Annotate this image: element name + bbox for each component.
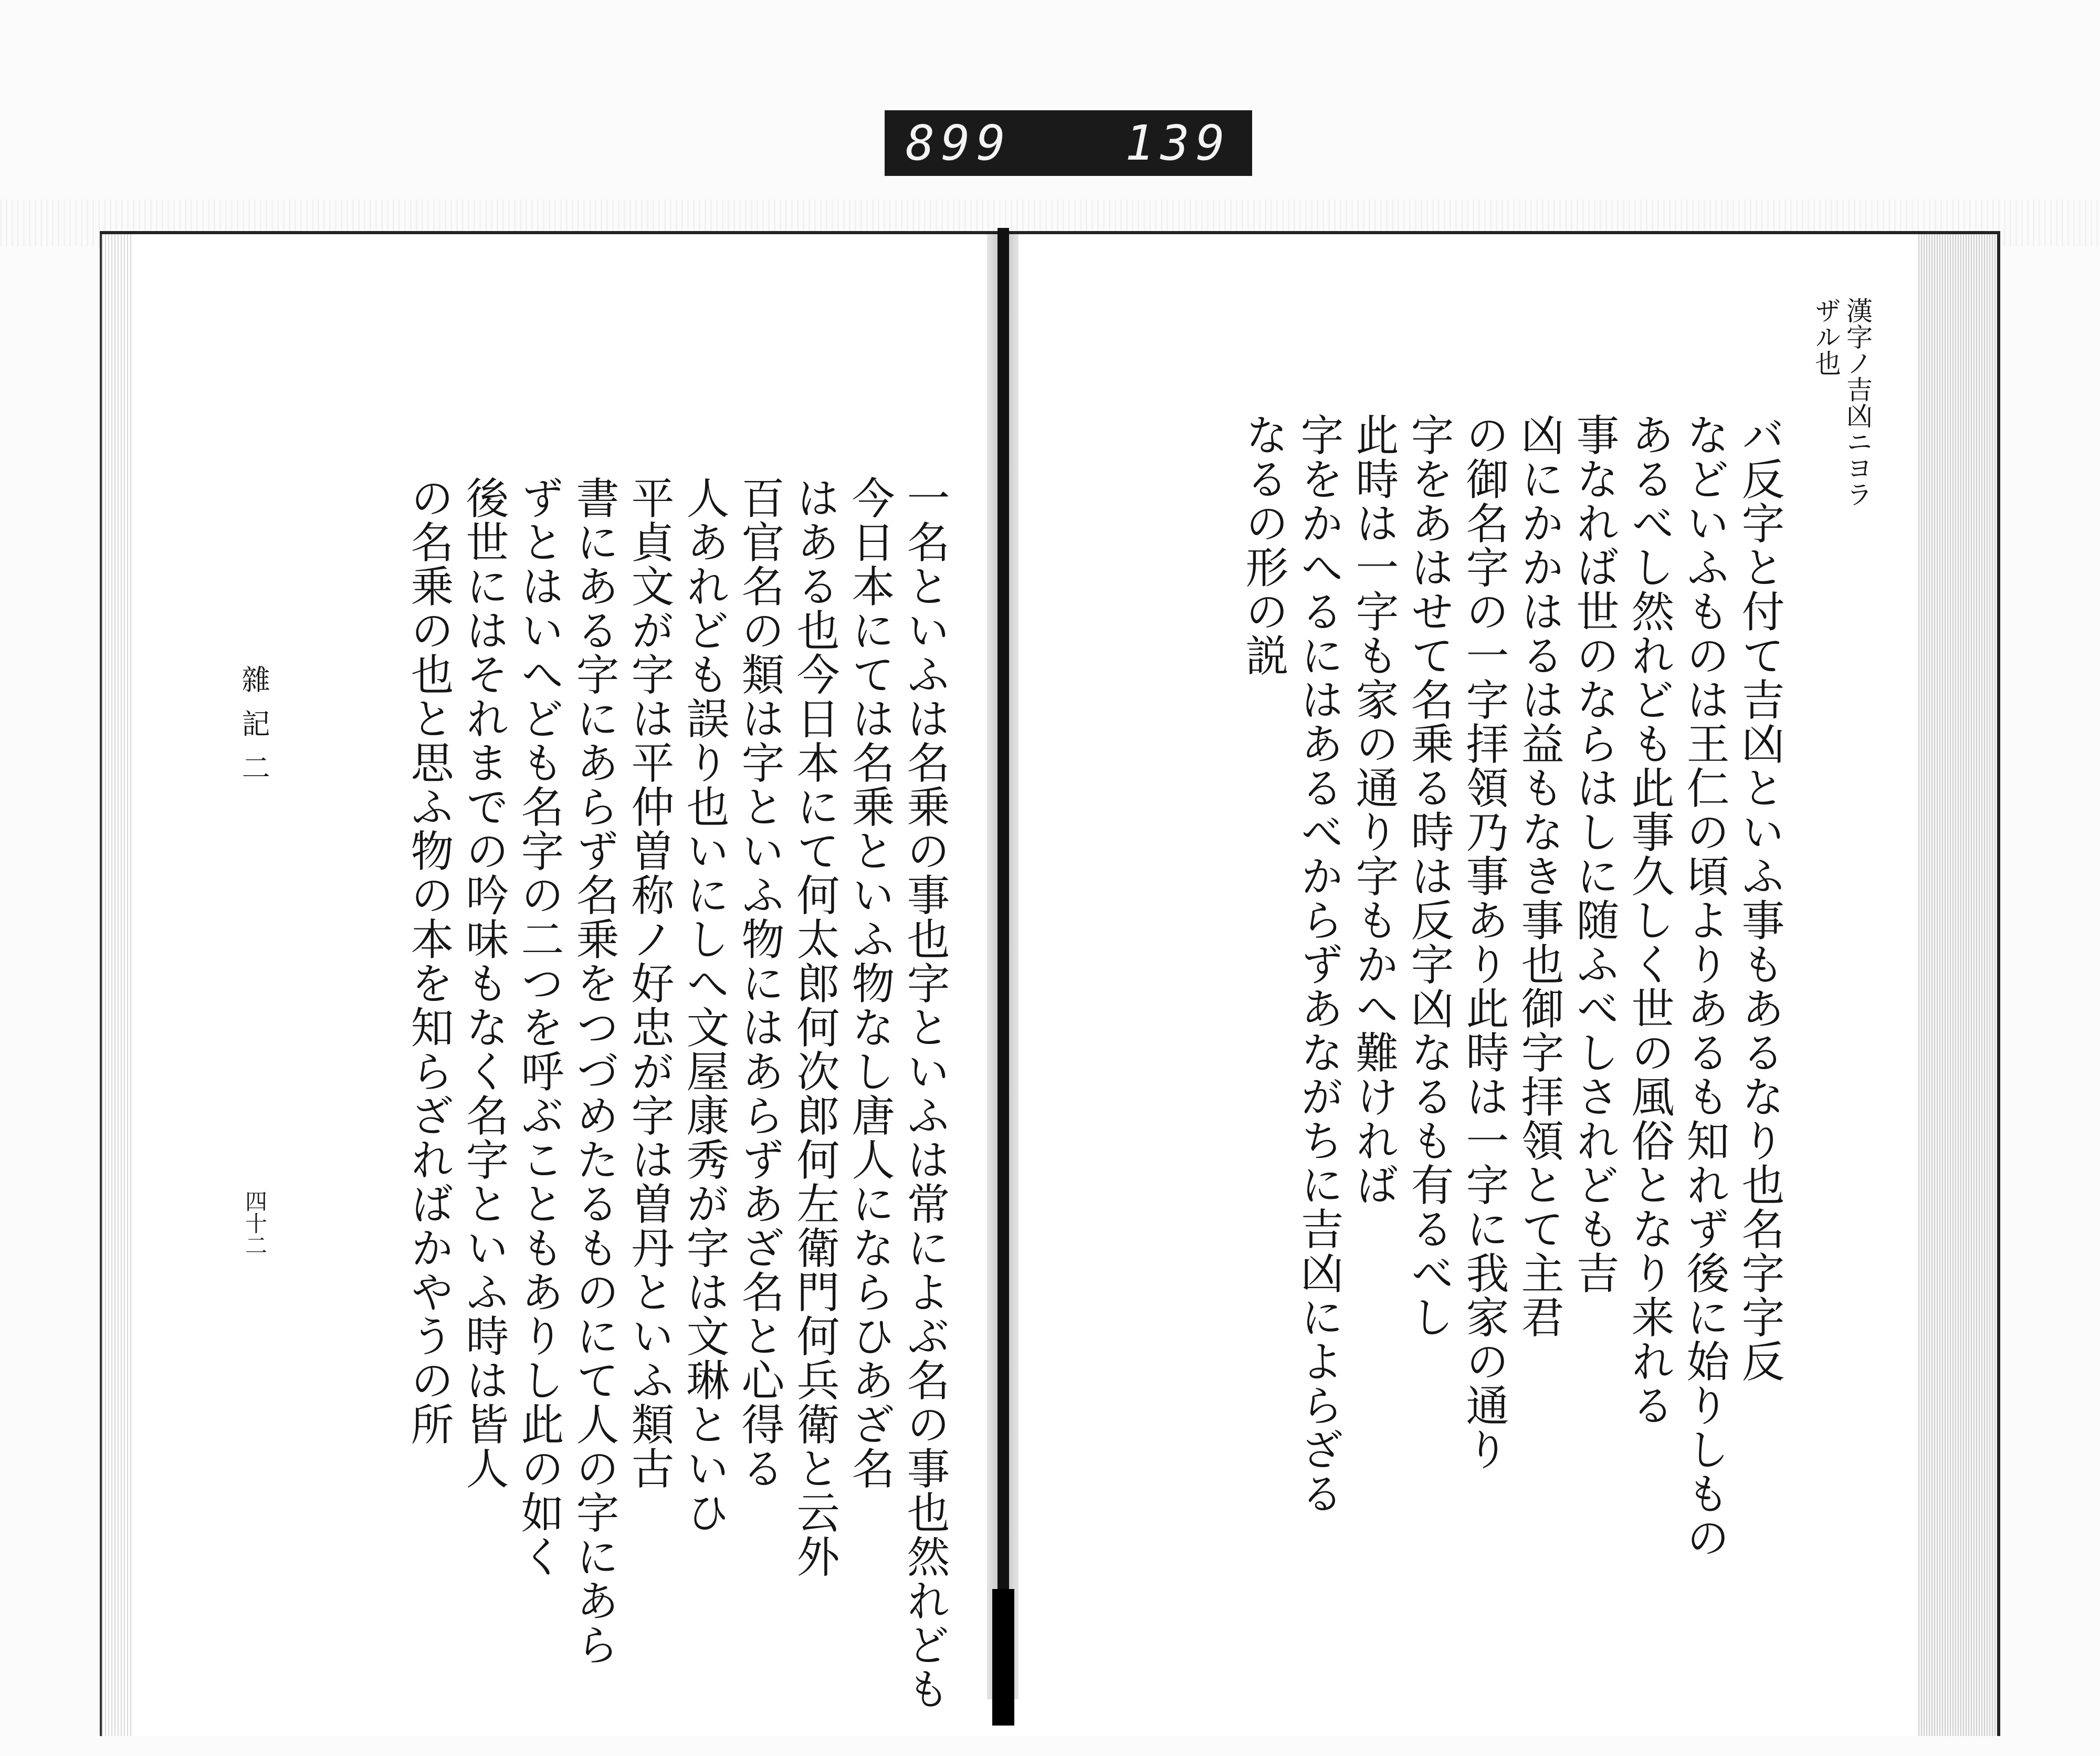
left-text-column-1: 一名といふは名乗の事也字といふは常によぶ名の事也然れども [900, 476, 950, 1711]
right-text-column-9: 字をかへるにはあるべからずあながちに吉凶によらざる [1294, 413, 1343, 1515]
right-text-column-6: の御名字の一字拝領乃事あり此時は一字に我家の通り [1459, 413, 1509, 1471]
left-page-edges [100, 234, 133, 1736]
right-text-column-2: などいふものは王仁の頃よりあるも知れず後に始りしもの [1679, 413, 1729, 1560]
scan-number-right: 139 [1125, 115, 1231, 171]
right-text-column-1: バ反字と付て吉凶といふ事もあるなり也名字字反 [1735, 413, 1784, 1383]
right-text-column-5: 凶にかかはるは益もなき事也御字拝領とて主君 [1514, 413, 1564, 1339]
left-text-column-7: 書にある字にあらず名乗をつづめたるものにて人の字にあら [569, 476, 619, 1667]
open-book [100, 231, 2000, 1736]
left-text-column-9: 後世にはそれまでの吟味もなく名字といふ時は皆人 [459, 476, 509, 1490]
left-text-column-5: 人あれども誤り也いにしへ文屋康秀が字は文琳といひ [679, 476, 729, 1534]
marginal-note-line-2: ザル也 [1811, 297, 1841, 376]
marginal-note-line-1: 漢字ノ吉凶ニヨラ [1842, 297, 1873, 507]
right-text-column-3: あるべし然れども此事久しく世の風俗となり来れる [1624, 413, 1674, 1427]
left-text-column-10: の名乗の也と思ふ物の本を知らざればかやうの所 [404, 476, 454, 1446]
right-page [1024, 234, 1916, 1684]
scan-number-label [885, 110, 1252, 176]
right-text-column-4: 事なれば世のならはしに随ふべしされども吉 [1569, 413, 1619, 1295]
right-text-column-7: 字をあはせて名乗る時は反字凶なるも有るべし [1404, 413, 1454, 1339]
page-folio: 四十二 [242, 1190, 268, 1256]
book-spine [998, 228, 1009, 1698]
left-page [147, 234, 987, 1711]
left-text-column-2: 今日本にては名乗といふ物なし唐人にならひあざ名 [845, 476, 895, 1490]
left-text-column-8: ずとはいへども名字の二つを呼ぶこともありし此の如く [514, 476, 564, 1579]
right-text-column-10: なるの形の説 [1238, 413, 1288, 677]
scan-number-left: 899 [906, 115, 1012, 171]
left-text-column-6: 平貞文が字は平仲曽称ノ好忠が字は曽丹といふ類古 [624, 476, 674, 1490]
right-page-edges [1918, 234, 2000, 1736]
running-head: 雜記二 [237, 665, 270, 797]
right-text-column-8: 此時は一字も家の通り字もかへ難ければ [1349, 413, 1399, 1207]
left-text-column-4: 百官名の類は字といふ物にはあらずあざ名と心得る [734, 476, 784, 1490]
left-text-column-3: はある也今日本にて何太郎何次郎何左衛門何兵衛と云外 [790, 476, 839, 1579]
spine-tab [992, 1589, 1014, 1726]
